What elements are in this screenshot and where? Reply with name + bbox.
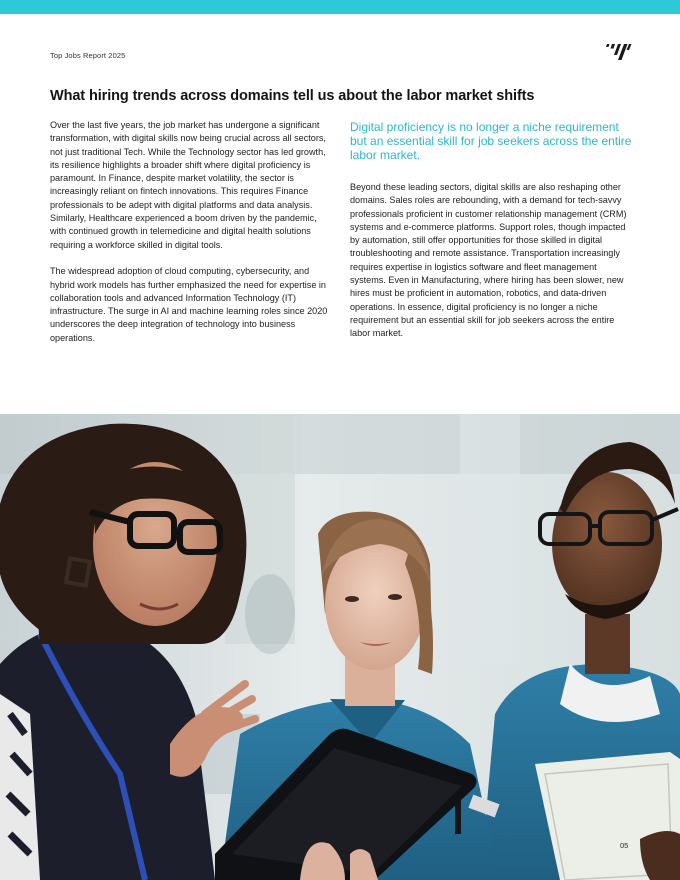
report-label: Top Jobs Report 2025 (50, 51, 126, 60)
left-column (50, 119, 332, 358)
pull-quote: Digital proficiency is no longer a niche requirement but an essential skill for job seekers across the entire labor market. (350, 120, 632, 163)
brand-slash-mark-icon (604, 41, 632, 63)
top-accent-bar (0, 0, 680, 14)
page-title: What hiring trends across domains tell us about the labor market shifts (50, 88, 535, 104)
healthcare-workers-with-tablet-photo (0, 414, 680, 880)
page-number: 05 (620, 841, 629, 850)
body-paragraph: Beyond these leading sectors, digital skills are also reshaping other domains. Sales roles are rebounding, with a demand for tech-savvy professionals proficient in customer relationship management (CRM) systems and e-commerce platforms. Support roles, though impacted by automation, still offer opportunities for those skilled in digital troubleshooting and remote assistance. Transportation increasingly requires expertise in logistics software and fleet management systems. Even in Manufacturing, where hiring has been slower, new hires must be proficient in automation, robotics, and data-driven operations. In essence, digital proficiency is no longer a niche requirement but an essential skill for job seekers across the entire labor market. (350, 182, 627, 339)
right-column (350, 181, 632, 354)
body-paragraph: Over the last five years, the job market has undergone a significant transformation, with digital skills now being crucial across all sectors, not just traditional Tech. While the Technology sector has led growth, its resilience highlights a broader shift where digital proficiency is paramount. In Finance, despite market volatility, the sector is increasingly reliant on fintech innovations. This requires Finance professionals to be adept with digital platforms and data analysis. Similarly, Healthcare experienced a boom driven by the pandemic, with continued growth in telemedicine and digital health solutions requiring a workforce skilled in digital tools. (50, 120, 326, 250)
body-paragraph: The widespread adoption of cloud computing, cybersecurity, and hybrid work models has further emphasized the need for expertise in collaboration tools and advanced Information Technology (IT) infrastructure. The surge in AI and machine learning roles since 2020 underscores the deep integration of technology into business operations. (50, 266, 328, 343)
